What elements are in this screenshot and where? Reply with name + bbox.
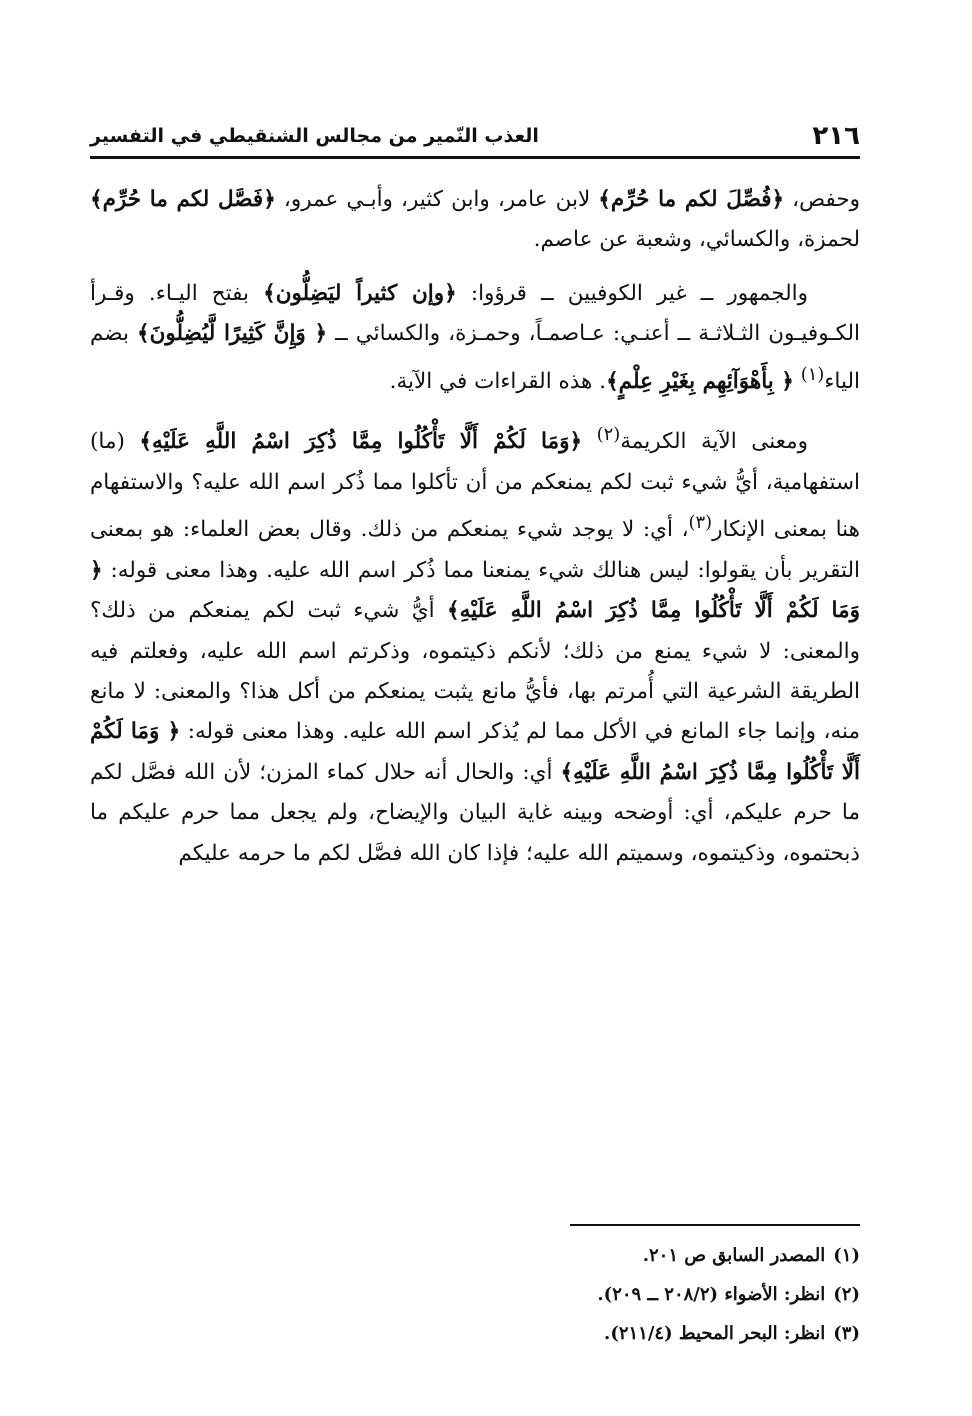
body-text bbox=[90, 180, 860, 887]
footnote-number: (١) bbox=[833, 1245, 860, 1266]
text-run: ، أي: لا يوجد شيء يمنعكم من ذلك. وقال بعض العلماء: هو بمعنى التقرير بأن يقولوا: ليس هنالك شيء يمنعنا مما ذُكر اسم الله عليه. وهذا معنى قوله: bbox=[90, 517, 860, 583]
quran-quote: ﴿ وَمَا لَكُمْ أَلَّا تَأْكُلُوا مِمَّا ذُكِرَ اسْمُ اللَّهِ عَلَيْهِ﴾ bbox=[90, 557, 860, 624]
text-run: (ما) استفهامية، أيُّ شيء ثبت لكم يمنعكم من أن تأكلوا مما ذُكر اسم الله عليه؟ والاستفهام هنا بمعنى الإنكار bbox=[90, 429, 861, 543]
text-run: أيُّ شيء ثبت لكم يمنعكم من ذلك؟ والمعنى: لا شيء يمنع من ذلك؛ لأنكم ذكيتموه، وذكرتم اسم الله عليه، وفعلتم فيه الطريقة الشرعية التي أُمرتم بها، فأيُّ مانع يثبت يمنعكم من أكل هذا؟ والمعنى: لا مانع منه، وإنما جاء المانع في الأكل مما لم يُذكر اسم الله عليه. وهذا معنى قوله: bbox=[90, 598, 860, 745]
text-run: بضم الياء bbox=[90, 321, 860, 394]
footnote-text: المصدر السابق ص ٢٠١. bbox=[642, 1245, 826, 1266]
footnote-1 bbox=[90, 1236, 860, 1275]
footnote-3 bbox=[90, 1314, 860, 1353]
quran-quote: ﴿فُصِّلَ لكم ما حُرِّم﴾ bbox=[598, 187, 785, 212]
page-header bbox=[90, 118, 860, 154]
footnote-2 bbox=[90, 1275, 860, 1314]
text-run: وحفص، bbox=[784, 187, 861, 212]
text-run: . هذه القراءات في الآية. bbox=[389, 368, 607, 394]
text-run: لابن عامر، وابن كثير، وأبـي عمرو، bbox=[275, 187, 599, 212]
text-run bbox=[794, 369, 801, 394]
page-number: ٢١٦ bbox=[812, 121, 860, 151]
quran-quote: ﴿وإن كثيراً ليَضِلُّون﴾ bbox=[263, 280, 457, 306]
text-run bbox=[582, 429, 597, 454]
book-page bbox=[90, 0, 860, 1416]
footnote-number: (٢) bbox=[833, 1284, 860, 1305]
paragraph-1 bbox=[90, 180, 860, 261]
quran-quote: ﴿وَمَا لَكُمْ أَلَّا تَأْكُلُوا مِمَّا ذُكِرَ اسْمُ اللَّهِ عَلَيْهِ﴾ bbox=[139, 429, 583, 455]
footnote-ref-3[interactable]: (٣) bbox=[688, 512, 713, 534]
quran-quote: ﴿ وَإِنَّ كَثِيرًا لَّيُضِلُّونَ﴾ bbox=[136, 321, 328, 347]
quran-quote: ﴿ بِأَهْوَآئِهِم بِغَيْرِ عِلْمٍ﴾ bbox=[606, 368, 794, 394]
book-title: العذب النّمير من مجالس الشنقيطي في التفسير bbox=[90, 125, 539, 147]
footnote-ref-2[interactable]: (٢) bbox=[596, 424, 621, 446]
paragraph-3 bbox=[90, 415, 860, 874]
footnotes bbox=[90, 1236, 860, 1353]
text-run: والجمهور ــ غير الكوفيين ــ قرؤوا: bbox=[456, 280, 808, 306]
text-run: بفتح اليـاء. وقـرأ الكـوفيـون الثـلاثـة ــ أعنـي: عـاصمـاً، وحمـزة، والكسائي ــ bbox=[90, 280, 860, 347]
quran-quote: ﴿فَصَّل لكم ما حُرِّم﴾ bbox=[90, 187, 276, 212]
quran-quote: ﴿ وَمَا لَكُمْ أَلَّا تَأْكُلُوا مِمَّا ذُكِرَ اسْمُ اللَّهِ عَلَيْهِ﴾ bbox=[90, 719, 860, 785]
text-run: ومعنى الآية الكريمة bbox=[620, 429, 808, 455]
footnote-divider bbox=[570, 1224, 860, 1226]
footnote-number: (٣) bbox=[833, 1323, 860, 1344]
footnote-text: انظر: الأضواء (٢٠٨/٢ ــ ٢٠٩). bbox=[597, 1284, 826, 1305]
footnote-ref-1[interactable]: (١) bbox=[800, 363, 825, 385]
text-run: أي: والحال أنه حلال كماء المزن؛ لأن الله فصَّل لكم ما حرم عليكم، أي: أوضحه وبينه غاية البيان والإيضاح، ولم يجعل مما حرم عليكم ما ذبحتموه، وذكيتموه، وسميتم الله عليه؛ فإذا كان الله فصَّل لكم ما حرمه عليكم bbox=[90, 759, 860, 866]
text-run: لحمزة، والكسائي، وشعبة عن عاصم. bbox=[533, 227, 860, 253]
header-rule bbox=[90, 156, 860, 159]
footnote-text: انظر: البحر المحيط (٢١١/٤). bbox=[604, 1323, 826, 1344]
paragraph-2 bbox=[90, 274, 860, 402]
